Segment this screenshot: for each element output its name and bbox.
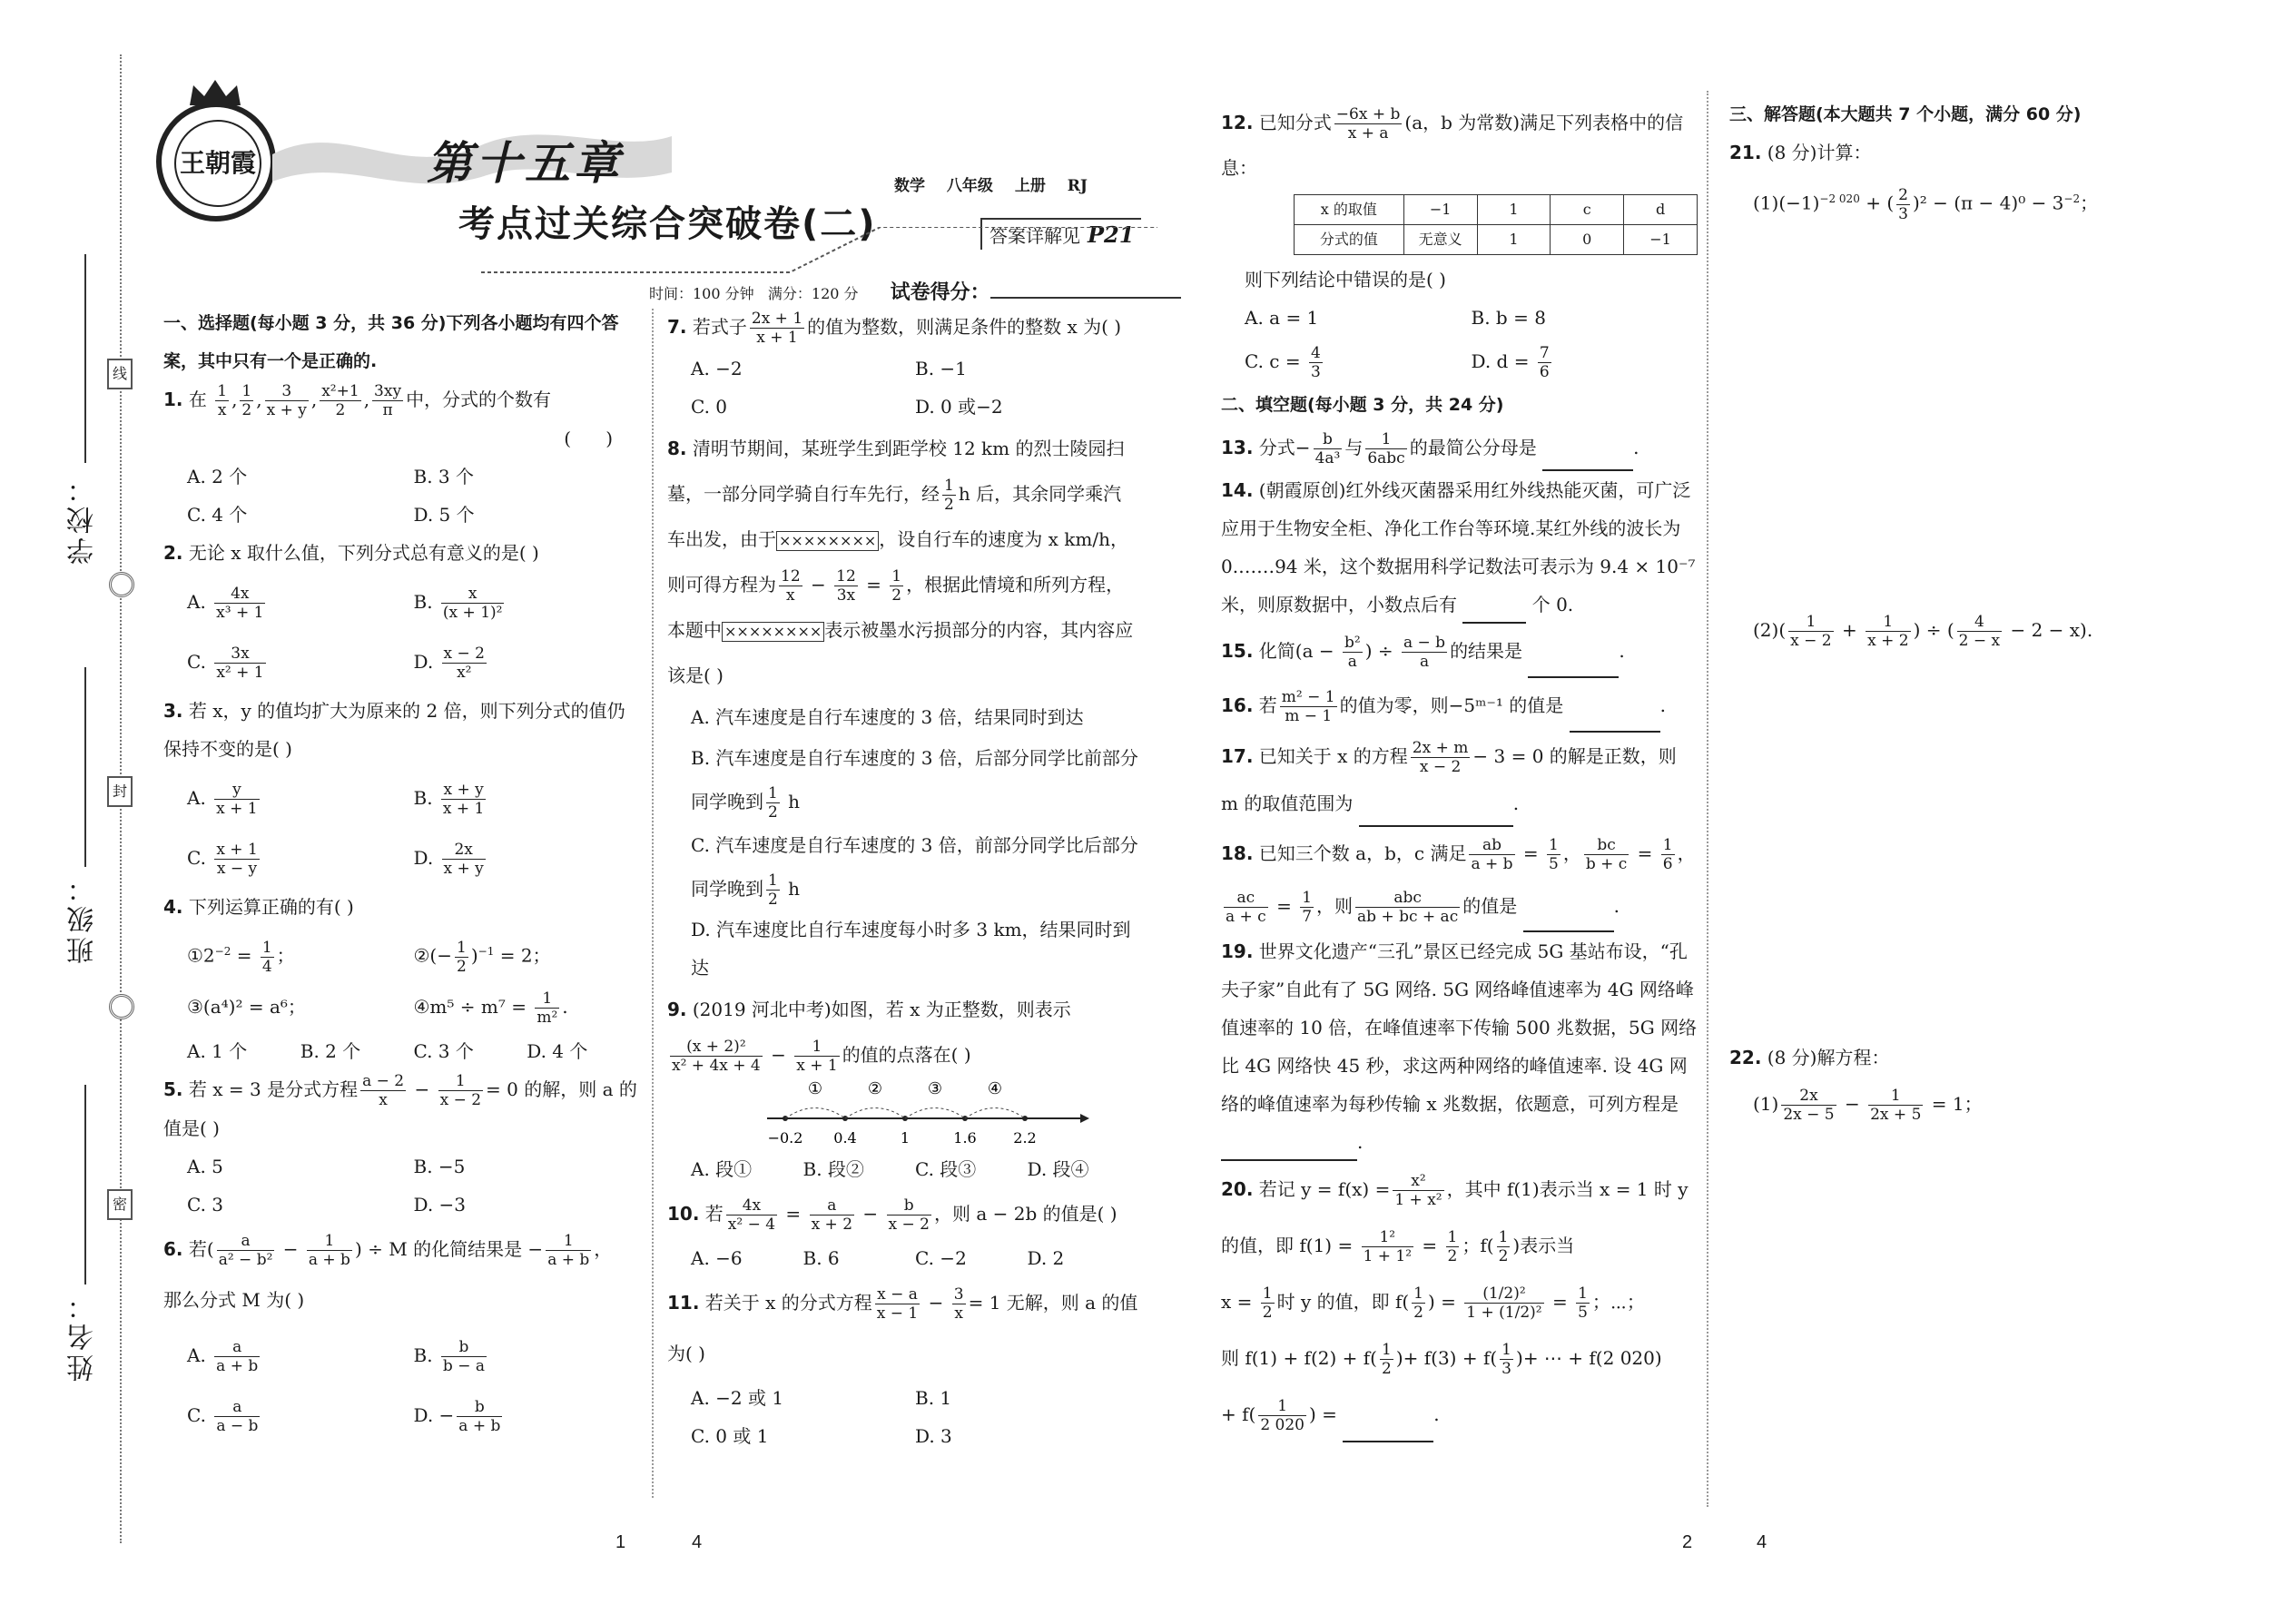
number-line-tick-label: 1	[900, 1129, 911, 1147]
question-22: 22. (8 分)解方程：	[1729, 1046, 1890, 1068]
number-line-segment-label: ④	[987, 1079, 1003, 1098]
page-number: 1	[615, 1532, 626, 1552]
number-line-tick-label: 2.2	[1013, 1129, 1037, 1147]
seal-mark: 封	[107, 776, 133, 807]
number-line-point	[1022, 1116, 1028, 1121]
question-2: 2. 无论 x 取什么值，下列分式总有意义的是( )	[163, 542, 539, 564]
tag: 数学	[894, 177, 925, 195]
number-line-segment-label: ③	[927, 1079, 943, 1098]
column-3: 12. 已知分式 $\frac{-6x + b}{x + a}$ (a，b 为常数)满足下列表格中的信息： x 的取值 −1 1 c d 分式的值 无意义 1 0 −1 则下列结论中错误的是( ) A. a = 1 B. b = 8 C. c = $\frac{4}{3}$ D. d = $\frac{7}{6}$ 二、填空题(每小题 3 分，共 24 分) 13. 分式− $\frac{b}{\text{4a³}}$ 与 $\frac{1}{\text{6abc}}$ 的最简公分母是 . 14. (朝霞原创)红外线灭菌器采用红外线热能灭菌，可广泛应用于生物安全柜、净化工作台等环境.某红外线的波长为 0.……94 米，这个数据用科学记数法可表示为 9.4 × 10⁻⁷ 米，则原数据中，小数点后有 个 0. 15. 化简(a − $\frac{\text{b²}}{a}$ ) ÷ $\frac{a - b}{a}$ 的结果是 . 16. 若 $\frac{\text{m² − 1}}{m - 1}$ 的值为零，则−5ᵐ⁻¹ 的值是 . 17. 已知关于 x 的方程 $\frac{2x + m}{x - 2}$ − 3 = 0 的解是正数，则 m 的取值范围为 . 18. 已知三个数 a，b，c 满足 $\frac{ab}{a + b}$ = $\frac{1}{5}$ ， $\frac{bc}{b + c}$ = $\frac{1}{6}$ ， $\frac{ac}{a + c}$ = $\frac{1}{7}$ ，则 $\frac{\text{abc}}{ab + bc + ac}$ 的值是 . 19. 世界文化遗产“三孔”景区已经完成 5G 基站布设，“孔夫子家”自此有了 5G 网络. 5G 网络峰值速率为 4G 网络峰值速率的 10 倍，在峰值速率下传输 500 兆数据，5G 网络比 4G 网络快 45 秒，求这两种网络的峰值速率. 设 4G 网络的峰值速率为每秒传输 x 兆数据，依题意，可列方程是 . 20. 若记 y = f(x) = $\frac{\text{x²}}{\text{1 + x²}}$ ，其中 f(1)表示当 x = 1 时 y 的值，即 f(1) = $\frac{\text{1²}}{\text{1 + 1²}}$ = $\frac{1}{2}$ ；f( $\frac{1}{2}$ )表示当 x = $\frac{1}{2}$ 时 y 的值，即 f( $\frac{1}{2}$ ) = $\frac{\text{(1/2)²}}{\text{1 + (1/2)²}}$ = $\frac{1}{5}$ ；⋯； 则 f(1) + f(2) + f( $\frac{1}{2}$ )+ f(3) + f( $\frac{1}{3}$ )+ ⋯ + f(2 020) + f( $\frac{1}{2 020}$ ) = .	[1221, 100, 1698, 1442]
tag: RJ	[1067, 177, 1088, 195]
number-line-segment	[905, 1108, 965, 1119]
question-1: 1. 在 $\frac{1}{x}$ , $\frac{1}{2}$ , $\frac{3}{x + y}$ , $\frac{\text{x²+1}}{2}$ , $\frac{3xy}{\pi}$ 中，分式的个数有	[163, 382, 552, 419]
page-number: 4	[1757, 1532, 1767, 1552]
section-3-title: 三、解答题(本大题共 7 个小题，满分 60 分)	[1729, 104, 2082, 124]
number-line-segment-label: ①	[807, 1079, 823, 1098]
column-1: 一、选择题(每小题 3 分，共 36 分)下列各小题均有四个答案，其中只有一个是正确的. 1. 在 $\frac{1}{x}$ , $\frac{1}{2}$ , $\frac{3}{x + y}$ , $\frac{\text{x²+1}}{2}$ , $\frac{3xy}{\pi}$ 中，分式的个数有 ( ) A. 2 个 B. 3 个 C. 4 个 D. 5 个 2. 无论 x 取什么值，下列分式总有意义的是( ) A. $\frac{4x}{\text{x³ + 1}}$ B. $\frac{x}{\text{(x + 1)²}}$ C. $\frac{3x}{\text{x² + 1}}$ D. $\frac{x - 2}{\text{x²}}$ 3. 若 x，y 的值均扩大为原来的 2 倍，则下列分式的值仍保持不变的是( ) A. $\frac{y}{x + 1}$ B. $\frac{x + y}{x + 1}$ C. $\frac{x + 1}{x - y}$ D. $\frac{2x}{x + y}$ 4. 下列运算正确的有( ) $①2^{-2}$ = $\frac{1}{4}$ ； ②(− $\frac{1}{2}$ )$^{-1}$ = 2； ③(a⁴)² = a⁶； ④m⁵ ÷ m⁷ = $\frac{1}{\text{m²}}$ . A. 1 个 B. 2 个 C. 3 个 D. 4 个 5. 若 x = 3 是分式方程 $\frac{a - 2}{x}$ − $\frac{1}{x - 2}$ = 0 的解，则 a 的值是( ) A. 5 B. −5 C. 3 D. −3 6. 若( $\frac{a}{\text{a² − b²}}$ − $\frac{1}{a + b}$ ) ÷ M 的化简结果是 − $\frac{1}{a + b}$ ， 那么分式 M 为( ) A. $\frac{a}{a + b}$ B. $\frac{b}{b - a}$ C. $\frac{a}{a - b}$ D. − $\frac{b}{a + b}$	[163, 304, 640, 1445]
tag: 上册	[1014, 177, 1046, 195]
question-6: 6. 若( $\frac{a}{\text{a² − b²}}$ − $\frac{1}{a + b}$ ) ÷ M 的化简结果是 − $\frac{1}{a + b}$ ， 那么分式 M 为( )	[163, 1231, 613, 1311]
column-2: 7. 若式子 $\frac{2x + 1}{x + 1}$ 的值为整数，则满足条件的整数 x 为( ) A. −2 B. −1 C. 0 D. 0 或−2 8. 清明节期间，某班学生到距学校 12 km 的烈士陵园扫墓，一部分同学骑自行车先行，经 $\frac{1}{2}$ h 后，其余同学乘汽车出发，由于 ×××××××× ，设自行车的速度为 x km/h，则可得方程为 $\frac{12}{x}$ − $\frac{12}{3x}$ = $\frac{1}{2}$ ，根据此情境和所列方程，本题中 ×××××××× 表示被墨水污损部分的内容，其内容应该是( ) A. 汽车速度是自行车速度的 3 倍，结果同时到达 B. 汽车速度是自行车速度的 3 倍，后部分同学比前部分同学晚到 $\frac{1}{2}$ h C. 汽车速度是自行车速度的 3 倍，前部分同学比后部分同学晚到 $\frac{1}{2}$ h D. 汽车速度比自行车速度每小时多 3 km，结果同时到达 9. (2019 河北中考)如图，若 x 为正整数，则表示 $\frac{\text{(x + 2)²}}{\text{x² + 4x + 4}}$ − $\frac{1}{x + 1}$ 的值的点落在( ) −0.2 0.4 1 1.6 2.2 ① ② ③ ④ A. 段① B. 段② C. 段③ D. 段④ 10. 若 $\frac{4x}{\text{x² − 4}}$ = $\frac{a}{x + 2}$ − $\frac{b}{x - 2}$ ，则 a − 2b 的值是( ) A. −6 B. 6 C. −2 D. 2 11. 若关于 x 的分式方程 $\frac{x - a}{x - 1}$ − $\frac{3}{x}$ = 1 无解，则 a 的值为( ) A. −2 或 1 B. 1 C. 0 或 1 D. 3	[667, 304, 1139, 1455]
page-number: 4	[692, 1532, 703, 1552]
question-4: 4. 下列运算正确的有( )	[163, 896, 354, 918]
number-line-tick-label: −0.2	[767, 1129, 803, 1147]
number-line-segment	[785, 1108, 845, 1119]
paper-tags	[894, 172, 1104, 195]
value-table: x 的取值 −1 1 c d 分式的值 无意义 1 0 −1	[1294, 194, 1698, 255]
name-blank	[84, 1085, 86, 1284]
class-blank	[84, 667, 86, 867]
question-3: 3. 若 x，y 的值均扩大为原来的 2 倍，则下列分式的值仍保持不变的是( )	[163, 700, 625, 760]
chapter-title: 第十五章	[427, 137, 623, 190]
binding-ring	[109, 572, 134, 597]
school-blank	[84, 254, 86, 463]
question-15: 15. 化简(a − $\frac{\text{b²}}{a}$ ) ÷ $\frac{a - b}{a}$ 的结果是 .	[1221, 624, 1698, 678]
class-label: 班级：	[67, 871, 99, 964]
question-5: 5. 若 x = 3 是分式方程 $\frac{a - 2}{x}$ − $\frac{1}{x - 2}$ = 0 的解，则 a 的值是( )	[163, 1071, 637, 1139]
exam-info: 时间：100 分钟 满分：120 分 试卷得分：	[649, 277, 1181, 305]
question-20: 20. 若记 y = f(x) = $\frac{\text{x²}}{\text{1 + x²}}$ ，其中 f(1)表示当 x = 1 时 y 的值，即 f(1) = $\frac{\text{1²}}{\text{1 + 1²}}$ = $\frac{1}{2}$ ；f( $\frac{1}{2}$ )表示当 x = $\frac{1}{2}$ 时 y 的值，即 f( $\frac{1}{2}$ ) = $\frac{\text{(1/2)²}}{\text{1 + (1/2)²}}$ = $\frac{1}{5}$ ；⋯； 则 f(1) + f(2) + f( $\frac{1}{2}$ )+ f(3) + f( $\frac{1}{3}$ )+ ⋯ + f(2 020) + f( $\frac{1}{2 020}$ ) = .	[1221, 1161, 1698, 1442]
section-2-title: 二、填空题(每小题 3 分，共 24 分)	[1221, 395, 1504, 415]
seal-mark: 线	[107, 359, 133, 389]
question-10: 10. 若 $\frac{4x}{\text{x² − 4}}$ = $\frac{a}{x + 2}$ − $\frac{b}{x - 2}$ ，则 a − 2b 的值是( )	[667, 1196, 1117, 1234]
question-11: 11. 若关于 x 的分式方程 $\frac{x - a}{x - 1}$ − $\frac{3}{x}$ = 1 无解，则 a 的值为( )	[667, 1285, 1138, 1364]
question-13: 13. 分式− $\frac{b}{\text{4a³}}$ 与 $\frac{1}{\text{6abc}}$ 的最简公分母是 .	[1221, 424, 1698, 471]
paper-subtitle: 考点过关综合突破卷(二)	[458, 203, 877, 245]
column-4: 三、解答题(本大题共 7 个小题，满分 60 分) 21. (8 分)计算： $(1)(-1)^{-2 020}$ + ( $\frac{2}{3}$ )$^2 - (\pi - 4)^0 - 3^{-2}$； (2)( $\frac{1}{x - 2}$ + $\frac{1}{x + 2}$ ) ÷ ( $\frac{4}{2 - x}$ − 2 − x). 22. (8 分)解方程： (1) $\frac{2x}{2x - 5}$ − $\frac{1}{2x + 5}$ = 1；	[1729, 95, 2274, 1131]
binding-ring	[109, 994, 134, 1019]
school-label: 学校：	[67, 472, 99, 565]
question-18: 18. 已知三个数 a，b，c 满足 $\frac{ab}{a + b}$ = $\frac{1}{5}$ ， $\frac{bc}{b + c}$ = $\frac{1}{6}$ ， $\frac{ac}{a + c}$ = $\frac{1}{7}$ ，则 $\frac{\text{abc}}{ab + bc + ac}$ 的值是 .	[1221, 827, 1698, 932]
answer-reference: 答案详解见 P21	[980, 218, 1141, 250]
page-number: 2	[1682, 1532, 1693, 1552]
question-14: 14. (朝霞原创)红外线灭菌器采用红外线热能灭菌，可广泛应用于生物安全柜、净化工作台等环境.某红外线的波长为 0.……94 米，这个数据用科学记数法可表示为 9.4 × 10⁻⁷ 米，则原数据中，小数点后有 个 0.	[1221, 471, 1698, 624]
number-line-segment	[845, 1108, 905, 1119]
question-9: 9. (2019 河北中考)如图，若 x 为正整数，则表示 $\frac{\text{(x + 2)²}}{\text{x² + 4x + 4}}$ − $\frac{1}{x + 1}$ 的值的点落在( )	[667, 999, 1071, 1075]
question-19: 19. 世界文化遗产“三孔”景区已经完成 5G 基站布设，“孔夫子家”自此有了 5G 网络. 5G 网络峰值速率为 4G 网络峰值速率的 10 倍，在峰值速率下传输 500 兆数据，5G 网络比 4G 网络快 45 秒，求这两种网络的峰值速率. 设 4G 网络的峰值速率为每秒传输 x 兆数据，依题意，可列方程是 .	[1221, 932, 1698, 1161]
number-line	[767, 1078, 1094, 1150]
name-label: 姓名：	[67, 1289, 99, 1382]
section-1-title: 一、选择题(每小题 3 分，共 36 分)下列各小题均有四个答案，其中只有一个是正确的.	[163, 313, 619, 371]
question-8: 8. 清明节期间，某班学生到距学校 12 km 的烈士陵园扫墓，一部分同学骑自行车先行，经 $\frac{1}{2}$ h 后，其余同学乘汽车出发，由于 ×××××××× ，设自行车的速度为 x km/h，则可得方程为 $\frac{12}{x}$ − $\frac{12}{3x}$ = $\frac{1}{2}$ ，根据此情境和所列方程，本题中 ×××××××× 表示被墨水污损部分的内容，其内容应该是( )	[667, 438, 1134, 686]
question-16: 16. 若 $\frac{\text{m² − 1}}{m - 1}$ 的值为零，则−5ᵐ⁻¹ 的值是 .	[1221, 678, 1698, 733]
question-17: 17. 已知关于 x 的方程 $\frac{2x + m}{x - 2}$ − 3 = 0 的解是正数，则 m 的取值范围为 .	[1221, 733, 1698, 827]
brand-logo: 王朝霞	[156, 102, 276, 221]
number-line-tick-label: 0.4	[833, 1129, 857, 1147]
question-12: 12. 已知分式 $\frac{-6x + b}{x + a}$ (a，b 为常数)满足下列表格中的信息：	[1221, 105, 1684, 179]
number-line-segment-label: ②	[867, 1079, 883, 1098]
number-line-segment	[965, 1108, 1025, 1119]
number-line-tick-label: 1.6	[953, 1129, 977, 1147]
question-21: 21. (8 分)计算：	[1729, 142, 1872, 163]
binding-strip	[0, 0, 136, 1624]
seal-mark: 密	[107, 1189, 133, 1220]
tag: 八年级	[946, 177, 993, 195]
ink-stain: ××××××××	[776, 531, 879, 551]
question-7: 7. 若式子 $\frac{2x + 1}{x + 1}$ 的值为整数，则满足条件的整数 x 为( )	[667, 310, 1122, 347]
